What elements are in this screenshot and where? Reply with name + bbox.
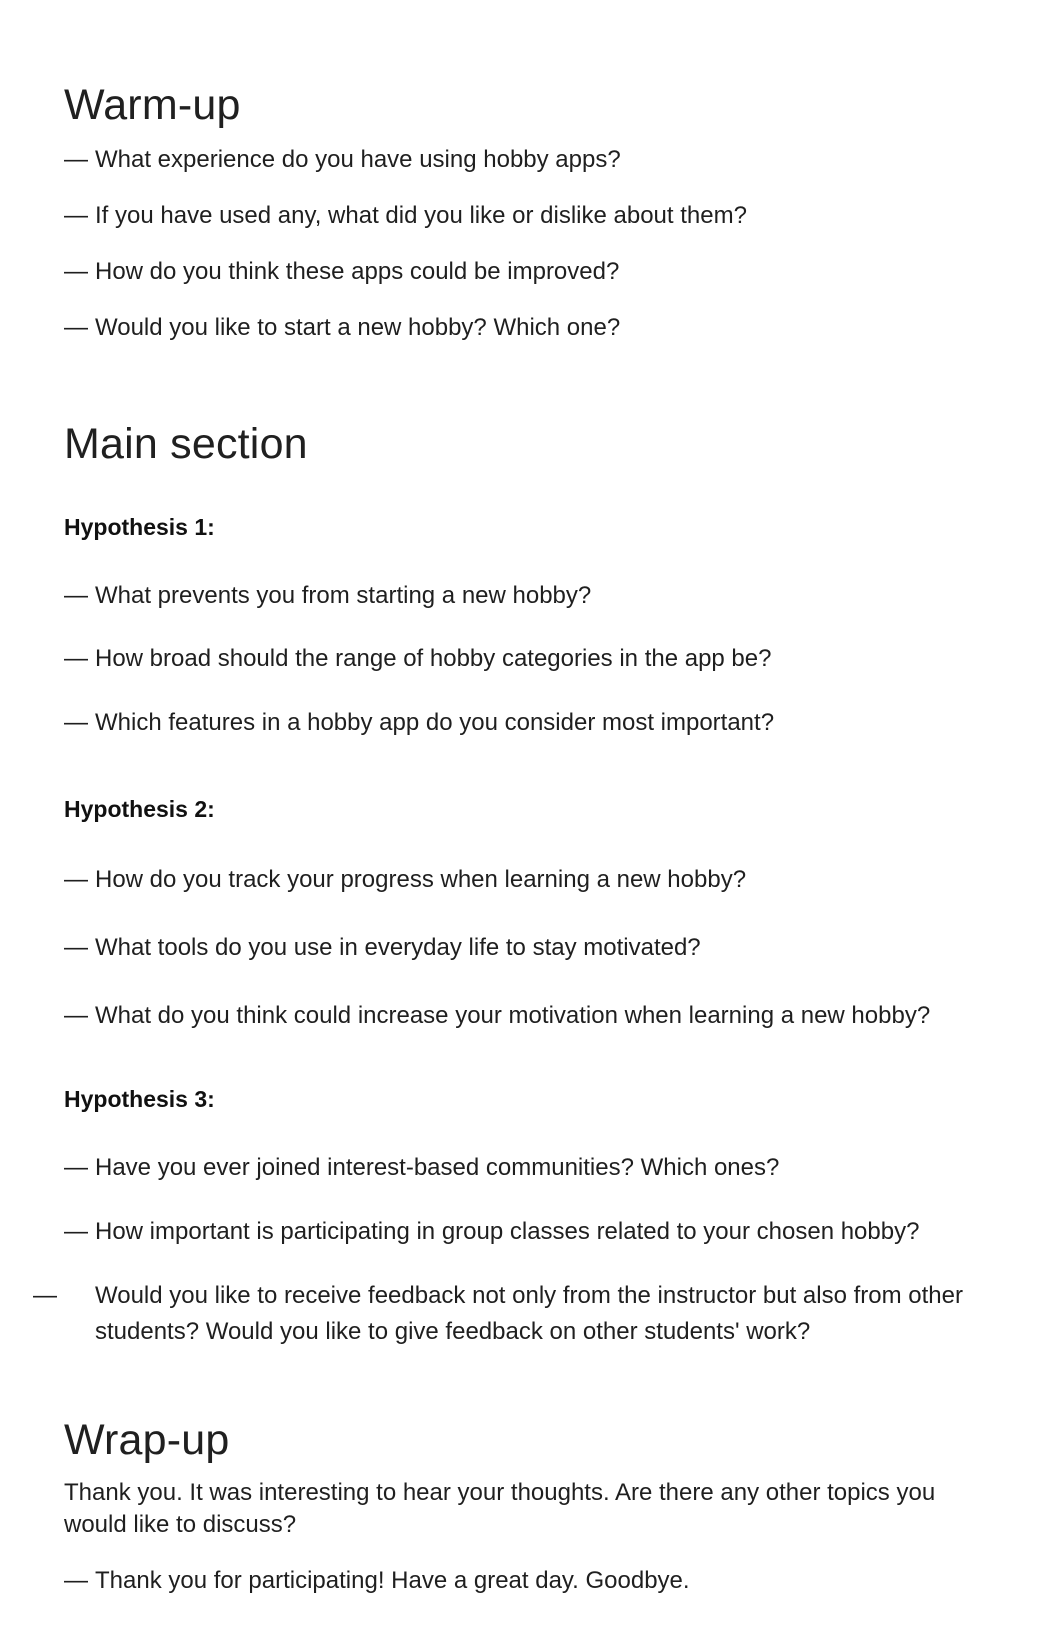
list-item (64, 1563, 690, 1599)
dash-bullet: — (64, 1002, 88, 1029)
hypothesis-3-heading: Hypothesis 3: (64, 1086, 215, 1112)
list-item-text: What do you think could increase your motivation when learning a new hobby? (95, 1002, 931, 1029)
list-item (64, 1150, 779, 1186)
list-item-text: Would you like to receive feedback not only from the instructor but also from other students? Would you like to give feedback on other students' work? (95, 1282, 963, 1345)
list-item (64, 862, 746, 898)
list-item-text: Would you like to start a new hobby? Which one? (95, 314, 621, 341)
dash-bullet: — (33, 1282, 57, 1309)
dash-bullet: — (64, 582, 88, 609)
list-item (64, 705, 774, 741)
dash-bullet: — (64, 146, 88, 173)
list-item (64, 641, 771, 677)
list-item-text: Thank you for participating! Have a great day. Goodbye. (95, 1567, 690, 1594)
warmup-heading: Warm-up (64, 81, 241, 129)
dash-bullet: — (64, 202, 88, 229)
list-item-text: Which features in a hobby app do you consider most important? (95, 709, 775, 736)
wrapup-heading: Wrap-up (64, 1416, 230, 1464)
list-item (64, 254, 619, 290)
list-item-text: How do you think these apps could be improved? (95, 258, 620, 285)
list-item (64, 998, 930, 1034)
dash-bullet: — (64, 645, 88, 672)
dash-bullet: — (64, 1154, 88, 1181)
list-item (64, 142, 621, 178)
list-item-text: What experience do you have using hobby apps? (95, 146, 621, 173)
dash-bullet: — (64, 1567, 88, 1594)
list-item (64, 578, 591, 614)
list-item (64, 198, 747, 234)
list-item (64, 930, 701, 966)
list-item (64, 1214, 919, 1250)
list-item (64, 310, 620, 346)
dash-bullet: — (64, 709, 88, 736)
main-section-heading: Main section (64, 420, 308, 468)
list-item-text: What tools do you use in everyday life to stay motivated? (95, 934, 701, 961)
dash-bullet: — (64, 866, 88, 893)
dash-bullet: — (64, 258, 88, 285)
dash-bullet: — (64, 934, 88, 961)
hypothesis-1-heading: Hypothesis 1: (64, 514, 215, 540)
wrapup-paragraph: Thank you. It was interesting to hear your thoughts. Are there any other topics you would like to discuss? (64, 1479, 936, 1538)
dash-bullet: — (64, 1218, 88, 1245)
list-item-text: How do you track your progress when learning a new hobby? (95, 866, 747, 893)
list-item-text: What prevents you from starting a new hobby? (95, 582, 592, 609)
dash-bullet: — (64, 314, 88, 341)
list-item (33, 1278, 1005, 1350)
list-item-text: How important is participating in group classes related to your chosen hobby? (95, 1218, 920, 1245)
list-item-text: Have you ever joined interest-based communities? Which ones? (95, 1154, 780, 1181)
list-item-text: If you have used any, what did you like or dislike about them? (95, 202, 747, 229)
list-item-text: How broad should the range of hobby categories in the app be? (95, 645, 772, 672)
hypothesis-2-heading: Hypothesis 2: (64, 796, 215, 822)
